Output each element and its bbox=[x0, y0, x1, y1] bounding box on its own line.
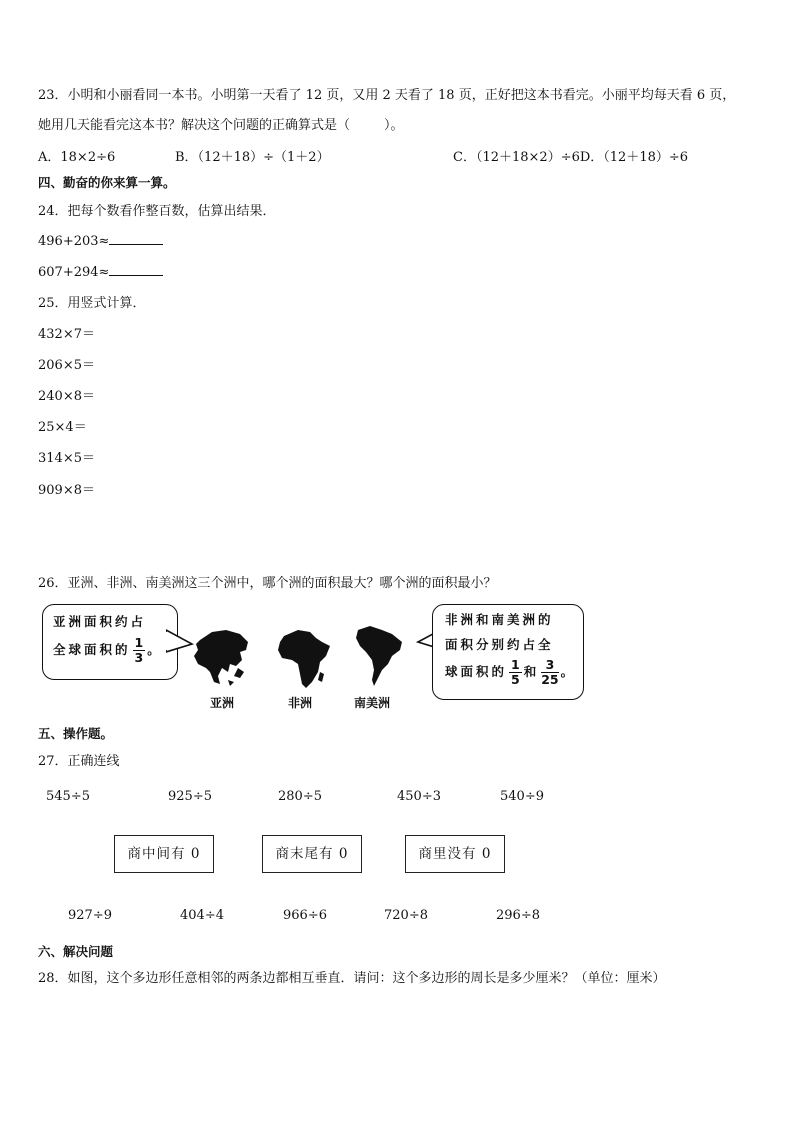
q23-line1: 23．小明和小丽看同一本书。小明第一天看了 12 页，又用 2 天看了 18 页，正好把这本书看完。小丽平均每天看 6 页， bbox=[38, 88, 736, 103]
continents-illustration bbox=[40, 600, 588, 708]
q27-stem: 27．正确连线 bbox=[38, 754, 120, 769]
q24-estimate-1 bbox=[38, 232, 163, 249]
fraction-one-third bbox=[133, 636, 146, 665]
section-4-title: 四、勤奋的你来算一算。 bbox=[38, 175, 176, 190]
q25-item: 314×5＝ bbox=[38, 451, 95, 466]
bubble-text-part: 全球面积的 bbox=[53, 642, 131, 657]
top-expression[interactable]: 545÷5 bbox=[46, 789, 90, 804]
q25-stem: 25．用竖式计算． bbox=[38, 296, 146, 311]
bubble-text-part: 球面积的 bbox=[445, 664, 508, 679]
fraction-numerator: 1 bbox=[511, 657, 520, 672]
top-expression[interactable]: 925÷5 bbox=[168, 789, 212, 804]
bubble-text-and: 和 bbox=[523, 664, 540, 679]
bottom-expression[interactable]: 720÷8 bbox=[384, 908, 428, 923]
bubble-text: 非洲和南美洲的 bbox=[445, 612, 554, 627]
speech-bubble-asia bbox=[42, 604, 178, 680]
fraction-denominator: 3 bbox=[134, 650, 144, 665]
top-expression[interactable]: 450÷3 bbox=[397, 789, 441, 804]
category-box[interactable]: 商中间有 0 bbox=[114, 835, 214, 873]
q25-item: 206×5＝ bbox=[38, 358, 95, 373]
label-asia: 亚洲 bbox=[210, 696, 235, 710]
bubble-text-end: 。 bbox=[560, 664, 577, 679]
category-box[interactable]: 商末尾有 0 bbox=[262, 835, 362, 873]
q23-line2 bbox=[38, 114, 404, 133]
fraction-numerator: 1 bbox=[134, 635, 144, 650]
top-expression[interactable]: 540÷9 bbox=[500, 789, 544, 804]
q25-item: 909×8＝ bbox=[38, 483, 95, 498]
asia-map-icon bbox=[190, 626, 252, 688]
q28-stem: 28．如图，这个多边形任意相邻的两条边都相互垂直．请问：这个多边形的周长是多少厘米？（单位：厘米） bbox=[38, 971, 666, 986]
q23-line2-end: ）。 bbox=[384, 118, 404, 133]
q25-item: 240×8＝ bbox=[38, 389, 95, 404]
bubble-text: 亚洲面积约占 bbox=[53, 614, 147, 629]
answer-blank[interactable] bbox=[109, 232, 163, 245]
category-box[interactable]: 商里没有 0 bbox=[405, 835, 505, 873]
q25-item: 432×7＝ bbox=[38, 327, 95, 342]
bottom-expression[interactable]: 404÷4 bbox=[180, 908, 224, 923]
bottom-expression[interactable]: 927÷9 bbox=[68, 908, 112, 923]
fraction-three-twentyfifths bbox=[541, 658, 558, 687]
q26-stem: 26．亚洲、非洲、南美洲这三个洲中，哪个洲的面积最大？哪个洲的面积最小？ bbox=[38, 576, 497, 591]
fraction-denominator: 25 bbox=[541, 672, 559, 687]
fraction-numerator: 3 bbox=[541, 658, 558, 673]
section-6-title: 六、解决问题 bbox=[38, 944, 114, 959]
q23-option-cd[interactable]: C．（12＋18×2）÷6D．（12＋18）÷6 bbox=[453, 150, 689, 165]
speech-bubble-africa-south-america bbox=[432, 604, 584, 700]
label-south-america: 南美洲 bbox=[354, 696, 391, 710]
bubble-text bbox=[53, 635, 177, 665]
bottom-expression[interactable]: 966÷6 bbox=[283, 908, 327, 923]
q24-estimate-2 bbox=[38, 263, 163, 280]
label-africa: 非洲 bbox=[288, 696, 313, 710]
bubble-text bbox=[445, 657, 583, 687]
q23-option-a[interactable]: A．18×2÷6 bbox=[38, 150, 116, 165]
africa-map-icon bbox=[276, 628, 332, 690]
answer-blank[interactable] bbox=[109, 263, 163, 276]
section-5-title: 五、操作题。 bbox=[38, 726, 114, 741]
q25-item: 25×4＝ bbox=[38, 420, 87, 435]
bubble-text-end: 。 bbox=[147, 642, 163, 657]
q24-expression-1: 496+203≈ bbox=[38, 234, 110, 249]
bottom-expression[interactable]: 296÷8 bbox=[496, 908, 540, 923]
bubble-text: 面积分别约占全 bbox=[445, 637, 554, 652]
q23-line2-text: 她用几天能看完这本书？解决这个问题的正确算式是（ bbox=[38, 118, 351, 133]
q24-stem: 24．把每个数看作整百数，估算出结果． bbox=[38, 204, 276, 219]
fraction-one-fifth bbox=[509, 658, 522, 687]
fraction-denominator: 5 bbox=[511, 672, 520, 687]
q24-expression-2: 607+294≈ bbox=[38, 265, 110, 280]
south-america-map-icon bbox=[352, 624, 406, 690]
top-expression[interactable]: 280÷5 bbox=[278, 789, 322, 804]
q23-option-b[interactable]: B．（12＋18）÷（1＋2） bbox=[175, 150, 330, 165]
